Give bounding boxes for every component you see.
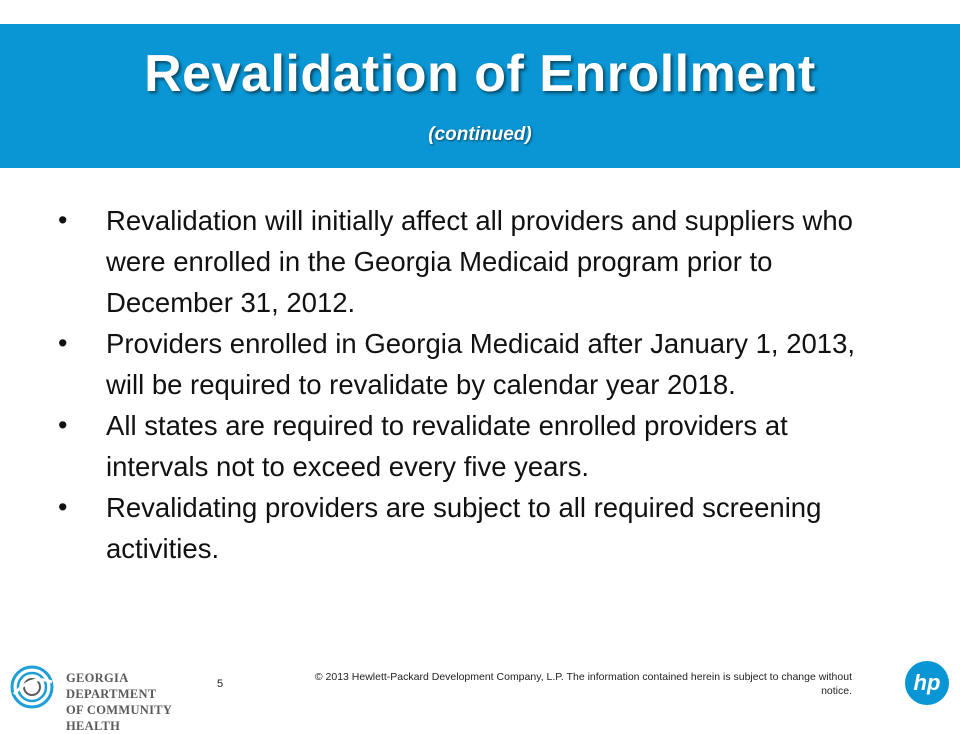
hp-logo-text: hp [913, 670, 941, 695]
bullet-text: Revalidating providers are subject to all required screening activities. [106, 492, 822, 564]
logo-line-1: GEORGIA DEPARTMENT [66, 671, 157, 701]
slide-subtitle: (continued) [428, 124, 532, 145]
bullet-dot: • [58, 328, 68, 358]
page-number: 5 [217, 678, 224, 690]
bullet-dot: • [58, 205, 68, 235]
copyright-line-2: notice. [821, 685, 852, 697]
logo-line-2: OF COMMUNITY HEALTH [66, 703, 172, 733]
dch-swirl-icon [8, 664, 60, 710]
bullet-list [58, 200, 858, 569]
slide-title: Revalidation of Enrollment [144, 45, 816, 103]
bullet-text: Providers enrolled in Georgia Medicaid after January 1, 2013, will be required to revalidate by calendar year 2018. [106, 328, 856, 400]
bullet-item [58, 200, 858, 323]
bullet-item [58, 323, 858, 405]
bullet-dot: • [58, 492, 68, 522]
copyright-line-1: © 2013 Hewlett-Packard Development Company, L.P. The information contained herein is subject to change without [314, 671, 852, 683]
bullet-item [58, 487, 858, 569]
bullet-dot: • [58, 410, 68, 440]
georgia-dch-logo [8, 664, 208, 733]
hp-logo [904, 660, 950, 706]
copyright-notice [232, 670, 852, 698]
bullet-text: All states are required to revalidate enrolled providers at intervals not to exceed every five years. [106, 410, 788, 482]
hp-logo-icon [904, 660, 950, 706]
bullet-text: Revalidation will initially affect all providers and suppliers who were enrolled in the Georgia Medicaid program prior to December 31, 2012. [106, 205, 853, 318]
bullet-item [58, 405, 858, 487]
